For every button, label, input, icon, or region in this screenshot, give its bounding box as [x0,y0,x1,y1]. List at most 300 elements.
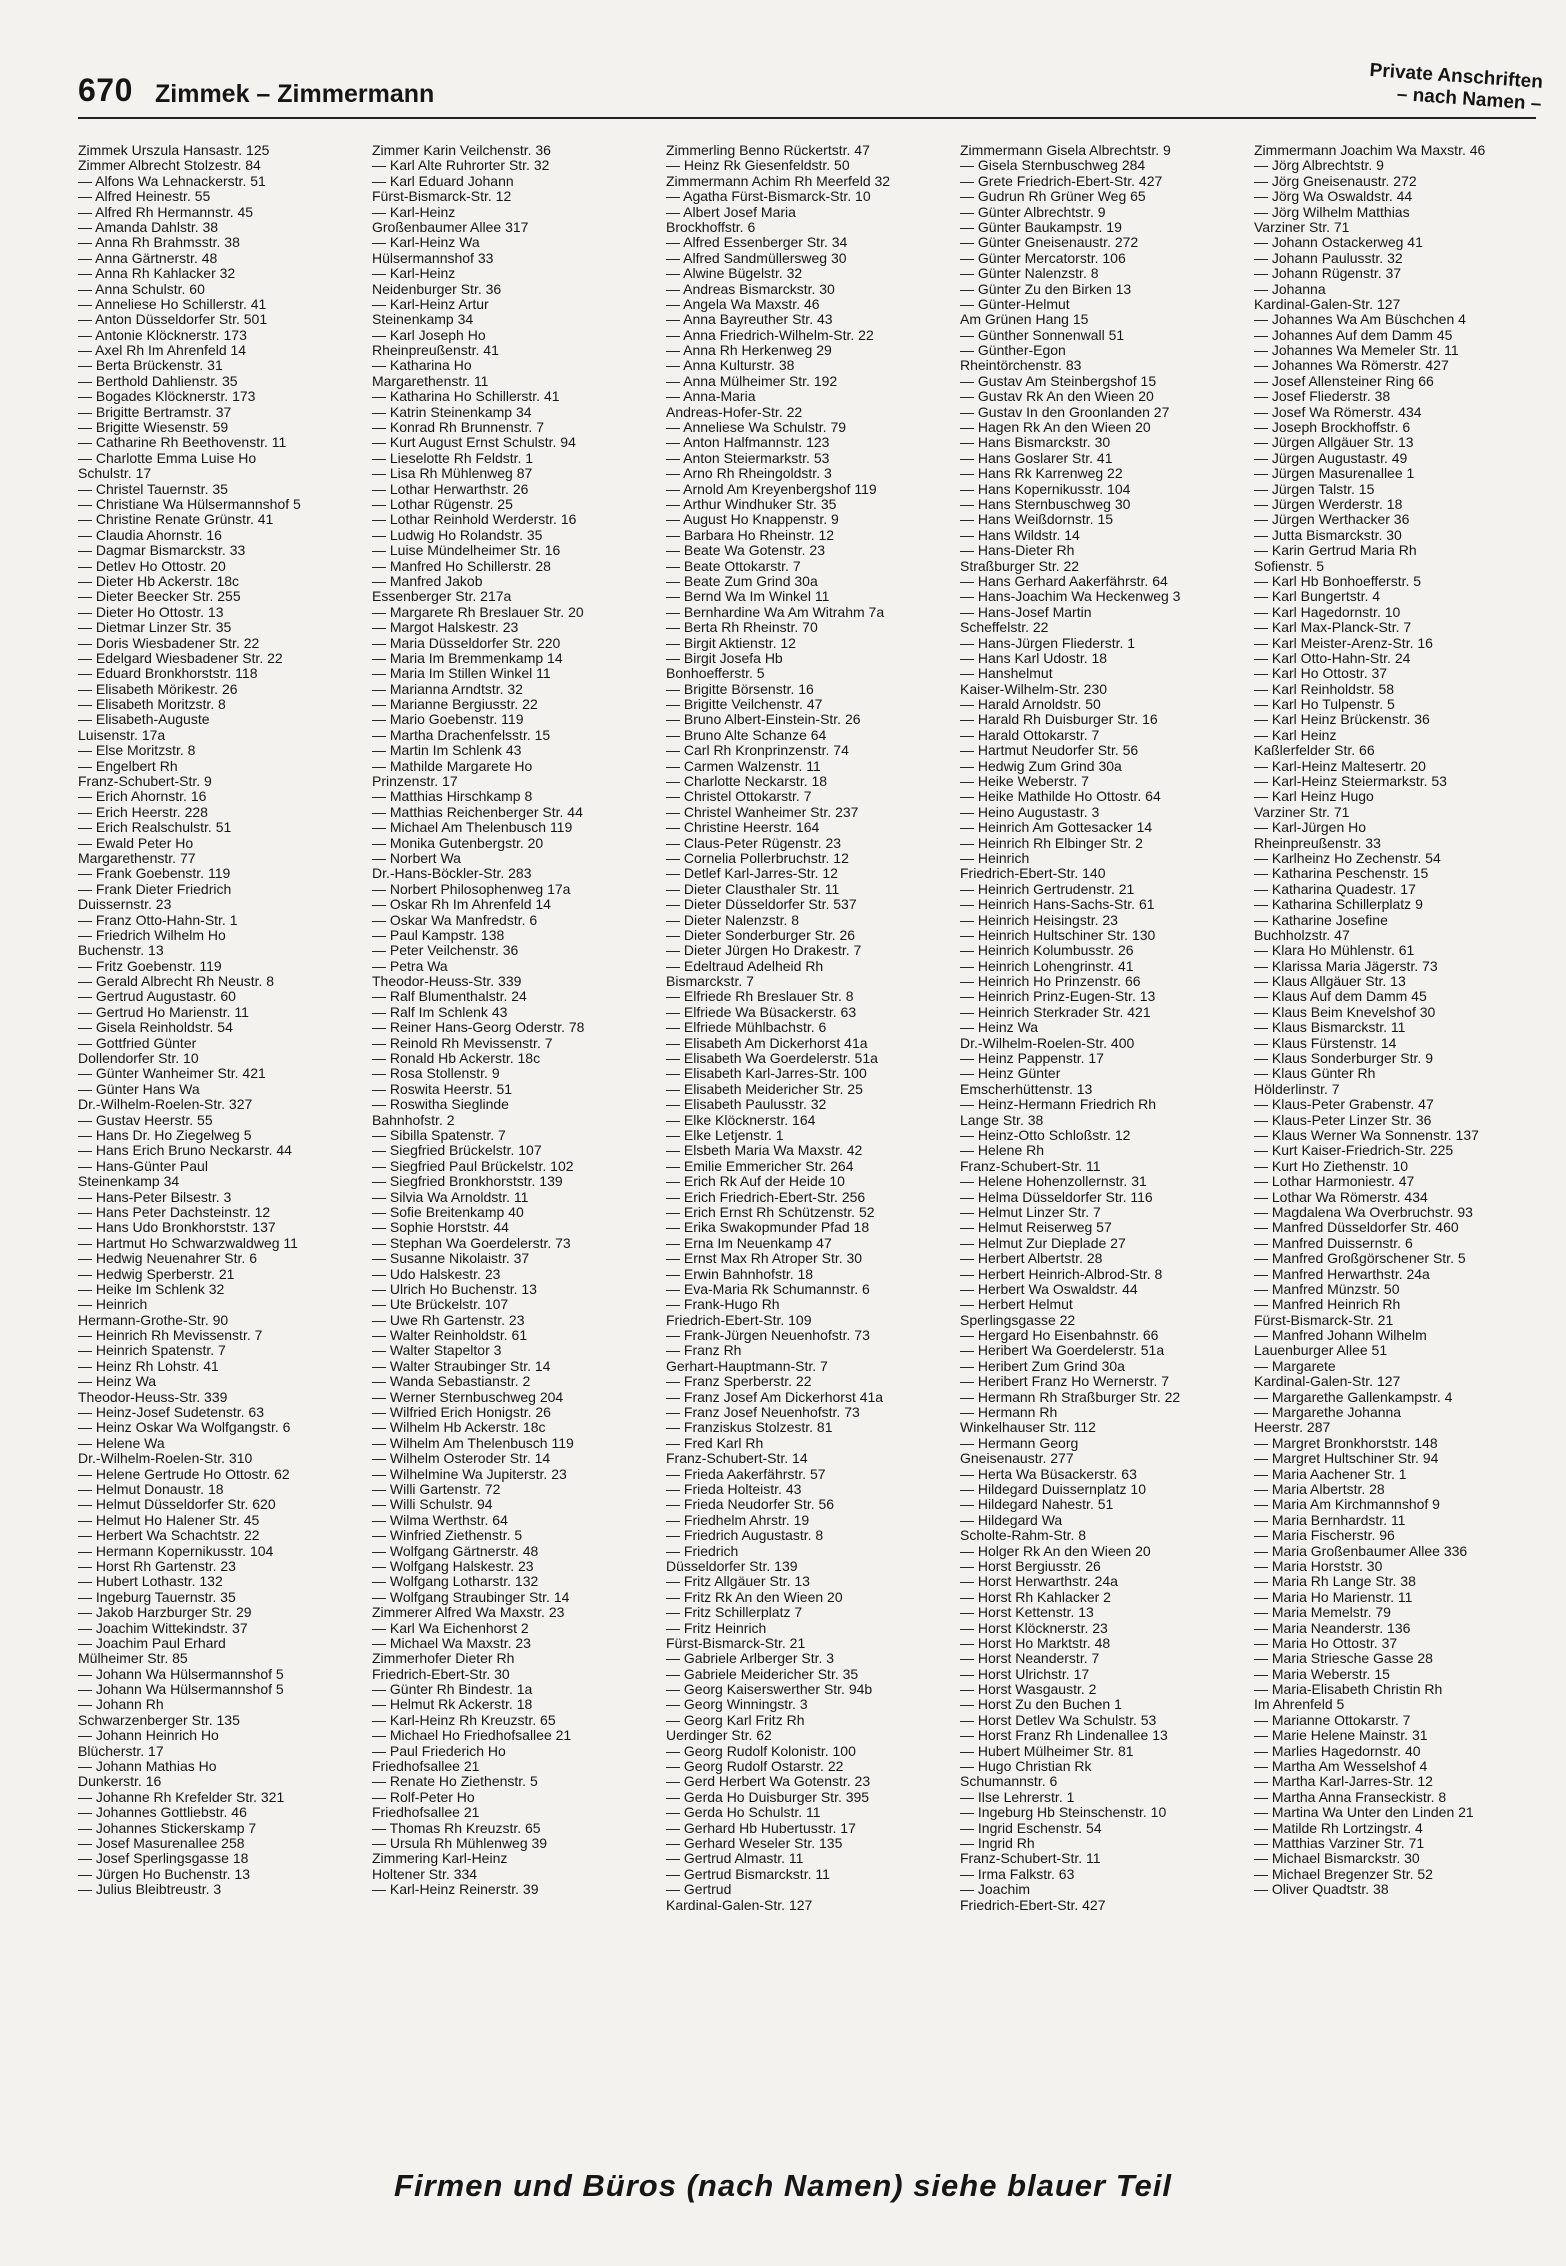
directory-entry: — Irma Falkstr. 63 [960,1865,1075,1882]
directory-entry: — Dieter Nalenzstr. 8 [666,911,800,928]
directory-entry: — Elsbeth Maria Wa Maxstr. 42 [666,1142,863,1159]
directory-entry: — Gudrun Rh Grüner Weg 65 [960,188,1146,205]
directory-entry: — Frieda Neudorfer Str. 56 [666,1496,835,1513]
directory-entry: — Gerhard Hb Hubertusstr. 17 [666,1819,856,1836]
directory-entry: — Bernd Wa Im Winkel 11 [666,588,830,605]
directory-entry: — Gustav Am Steinbergshof 15 [960,372,1157,389]
directory-entry: — Charlotte Neckarstr. 18 [666,773,828,790]
directory-entry: — Klaus-Peter Grabenstr. 47 [1254,1096,1434,1113]
directory-entry: — Frank-Jürgen Neuenhofstr. 73 [666,1327,870,1344]
directory-entry: — Lisa Rh Mühlenweg 87 [372,465,533,482]
directory-entry: — Heinz Wa [960,1019,1039,1036]
directory-entry: — Horst Franz Rh Lindenallee 13 [960,1727,1168,1744]
directory-entry: — Mathilde Margarete Ho [372,757,533,774]
directory-entry: — Johann Ostackerweg 41 [1254,234,1423,251]
directory-entry: — Maria Aachener Str. 1 [1254,1465,1407,1482]
directory-entry: — Heinrich Lohengrinstr. 41 [960,957,1134,974]
directory-entry: — Erich Friedrich-Ebert-Str. 256 [666,1188,866,1205]
directory-entry: — Herbert Helmut [960,1296,1073,1313]
directory-entry: Dollendorfer Str. 10 [78,1050,199,1067]
directory-entry: — Kurt August Ernst Schulstr. 94 [372,434,576,451]
directory-entry: — Margret Hultschiner Str. 94 [1254,1450,1439,1467]
directory-entry: — Wolfgang Gärtnerstr. 48 [372,1542,539,1559]
directory-entry: — Helmut Rk Ackerstr. 18 [372,1696,533,1713]
directory-entry: — Winfried Ziethenstr. 5 [372,1527,523,1544]
directory-entry: — Helma Düsseldorfer Str. 116 [960,1188,1153,1205]
directory-entry: — Maria Im Stillen Winkel 11 [372,665,551,682]
directory-entry: — Klaus Günter Rh [1254,1065,1376,1082]
directory-entry: — Karl Heinz [1254,726,1337,743]
directory-entry: Schulstr. 17 [78,465,152,482]
directory-columns [78,143,1548,2141]
directory-entry: Winkelhauser Str. 112 [960,1419,1096,1436]
directory-entry: — Heike Im Schlenk 32 [78,1280,225,1297]
directory-entry: — Franz Josef Neuenhofstr. 73 [666,1404,860,1421]
directory-entry: — Jörg Wilhelm Matthias [1254,203,1410,220]
directory-entry: — Manfred Herwarthstr. 24a [1254,1265,1430,1282]
directory-entry: — Lieselotte Rh Feldstr. 1 [372,449,534,466]
directory-entry: — Heinrich Rh Mevissenstr. 7 [78,1327,263,1344]
directory-entry: Düsseldorfer Str. 139 [666,1557,798,1574]
directory-entry: — Christiane Wa Hülsermannshof 5 [78,495,301,512]
directory-entry: — Edelgard Wiesbadener Str. 22 [78,649,283,666]
directory-entry: — Karl-Heinz Wa [372,234,480,251]
directory-entry: Andreas-Hofer-Str. 22 [666,403,803,420]
directory-entry: — Herbert Heinrich-Albrod-Str. 8 [960,1265,1163,1282]
directory-entry: Großenbaumer Allee 317 [372,218,529,235]
directory-entry: — Anna Friedrich-Wilhelm-Str. 22 [666,326,874,343]
directory-entry: — Horst Rh Kahlacker 2 [960,1588,1111,1605]
directory-entry: — Gustav In den Groonlanden 27 [960,403,1170,420]
directory-entry: — Emilie Emmericher Str. 264 [666,1157,854,1174]
directory-entry: — Elfriede Mühlbachstr. 6 [666,1019,827,1036]
directory-entry: Zimmermann Joachim Wa Maxstr. 46 [1254,143,1486,158]
directory-entry: — Manfred Heinrich Rh [1254,1296,1401,1313]
directory-entry: — Jürgen Talstr. 15 [1254,480,1375,497]
directory-entry: — Michael Ho Friedhofsallee 21 [372,1727,572,1744]
directory-entry: Dr.-Wilhelm-Roelen-Str. 310 [78,1450,253,1467]
directory-entry: — Manfred Düsseldorfer Str. 460 [1254,1219,1459,1236]
directory-entry: Fürst-Bismarck-Str. 12 [372,188,512,205]
directory-entry: — Günter Rh Bindestr. 1a [372,1681,533,1698]
directory-entry: Margarethenstr. 11 [372,372,489,389]
directory-entry: — Ingrid Rh [960,1834,1035,1851]
directory-entry: — Rosa Stollenstr. 9 [372,1065,500,1082]
directory-entry: — Gerd Herbert Wa Gotenstr. 23 [666,1773,871,1790]
directory-entry: — Erich Ahornstr. 16 [78,788,207,805]
directory-entry: — Michael Wa Maxstr. 23 [372,1634,531,1651]
directory-entry: — Elisabeth Moritzstr. 8 [78,696,226,713]
directory-entry: — Hans-Josef Martin [960,603,1092,620]
directory-entry: — Axel Rh Im Ahrenfeld 14 [78,342,247,359]
directory-entry: — Maria-Elisabeth Christin Rh [1254,1681,1443,1698]
directory-entry: — Karl-Heinz Artur [372,295,489,312]
directory-entry: — Herta Wa Büsackerstr. 63 [960,1465,1137,1482]
directory-entry: — Horst Kettenstr. 13 [960,1604,1094,1621]
directory-entry: — Michael Am Thelenbusch 119 [372,819,573,836]
directory-entry: — Gerald Albrecht Rh Neustr. 8 [78,973,275,990]
directory-entry: — Margret Bronkhorststr. 148 [1254,1434,1438,1451]
directory-entry: — Johannes Wa Am Büschchen 4 [1254,311,1466,328]
directory-entry: — Herbert Wa Oswaldstr. 44 [960,1280,1138,1297]
directory-entry: Zimmerer Alfred Wa Maxstr. 23 [372,1604,565,1621]
directory-entry: — Maria Striesche Gasse 28 [1254,1650,1433,1667]
directory-entry: Theodor-Heuss-Str. 339 [78,1388,228,1405]
directory-entry: — Katrin Steinenkamp 34 [372,403,532,420]
directory-entry: Varziner Str. 71 [1254,218,1350,235]
directory-entry: — Maria Rh Lange Str. 38 [1254,1573,1416,1590]
directory-entry: — Fritz Allgäuer Str. 13 [666,1573,810,1590]
directory-entry: Sofienstr. 5 [1254,557,1325,574]
directory-entry: — Martha Am Wesselshof 4 [1254,1758,1428,1775]
directory-column-3 [666,143,960,2141]
directory-entry: — Margarete Rh Breslauer Str. 20 [372,603,584,620]
directory-entry: — Alfons Wa Lehnackerstr. 51 [78,172,266,189]
directory-entry: — Karl-Heinz [372,203,456,220]
directory-entry: — Gabriele Meidericher Str. 35 [666,1665,859,1682]
directory-entry: — Gerhard Weseler Str. 135 [666,1834,843,1851]
directory-entry: — Erich Realschulstr. 51 [78,819,232,836]
directory-entry: — Frieda Aakerfährstr. 57 [666,1465,826,1482]
directory-entry: — Gustav Heerstr. 55 [78,1111,213,1128]
directory-entry: — Hans Kopernikusstr. 104 [960,480,1131,497]
directory-entry: — Manfred Münzstr. 50 [1254,1280,1400,1297]
directory-entry: — Erwin Bahnhofstr. 18 [666,1265,814,1282]
directory-entry: — Josef Allensteiner Ring 66 [1254,372,1434,389]
directory-entry: Gneisenaustr. 277 [960,1450,1074,1467]
directory-entry: Bahnhofstr. 2 [372,1111,455,1128]
directory-entry: — Alfred Rh Hermannstr. 45 [78,203,254,220]
directory-entry: — Erich Heerstr. 228 [78,803,208,820]
directory-entry: — Ilse Lehrerstr. 1 [960,1788,1075,1805]
directory-entry: — Magdalena Wa Overbruchstr. 93 [1254,1203,1473,1220]
directory-entry: — Arnold Am Kreyenbergshof 119 [666,480,877,497]
directory-entry: — Birgit Aktienstr. 12 [666,634,796,651]
directory-entry: — Alwine Bügelstr. 32 [666,265,803,282]
directory-entry: — Marianne Bergiusstr. 22 [372,696,538,713]
directory-entry: — Uwe Rh Gartenstr. 23 [372,1311,525,1328]
directory-entry: — Karl Alte Ruhrorter Str. 32 [372,157,550,174]
directory-entry: — Klaus Fürstenstr. 14 [1254,1034,1397,1051]
directory-entry: — Hans-Joachim Wa Heckenweg 3 [960,588,1181,605]
directory-entry: — Konrad Rh Brunnenstr. 7 [372,419,544,436]
directory-entry: — Elke Letjenstr. 1 [666,1127,784,1143]
directory-entry: Blücherstr. 17 [78,1742,164,1759]
directory-entry: — Jürgen Ho Buchenstr. 13 [78,1865,250,1882]
directory-entry: — Kurt Ho Ziethenstr. 10 [1254,1157,1409,1174]
directory-entry: — Maria Memelstr. 79 [1254,1604,1391,1621]
directory-entry: — Heribert Zum Grind 30a [960,1357,1125,1374]
directory-entry: — Karl Wa Eichenhorst 2 [372,1619,529,1636]
directory-entry: — Hildegard Nahestr. 51 [960,1496,1114,1513]
directory-entry: Dr.-Wilhelm-Roelen-Str. 400 [960,1034,1135,1051]
directory-entry: — Matthias Hirschkamp 8 [372,788,533,805]
directory-entry: — Manfred Großgörschener Str. 5 [1254,1250,1466,1267]
directory-entry: — Helene Hohenzollernstr. 31 [960,1173,1147,1190]
directory-entry: — Helmut Zur Dieplade 27 [960,1234,1126,1251]
directory-entry: — Karlheinz Ho Zechenstr. 54 [1254,849,1441,866]
directory-entry: — Karl Hb Bonhoefferstr. 5 [1254,572,1422,589]
directory-entry: — Matilde Rh Lortzingstr. 4 [1254,1819,1423,1836]
directory-entry: Brockhoffstr. 6 [666,218,756,235]
directory-entry: — Albert Josef Maria [666,203,796,220]
directory-entry: — Günter Baukampstr. 19 [960,218,1122,235]
directory-entry: — Hildegard Wa [960,1511,1063,1528]
directory-entry: — Frank-Hugo Rh [666,1296,780,1313]
directory-entry: — Walter Reinholdstr. 61 [372,1327,528,1344]
directory-entry: — Heinrich Prinz-Eugen-Str. 13 [960,988,1156,1005]
directory-entry: — Anna Mülheimer Str. 192 [666,372,838,389]
directory-entry: — Hans Udo Bronkhorststr. 137 [78,1219,276,1236]
directory-entry: Sperlingsgasse 22 [960,1311,1076,1328]
directory-entry: — Hermann Kopernikusstr. 104 [78,1542,274,1559]
directory-entry: Mülheimer Str. 85 [78,1650,188,1667]
directory-entry: — Hans Goslarer Str. 41 [960,449,1113,466]
directory-entry: — Horst Herwarthstr. 24a [960,1573,1118,1590]
section-label-line1: Private Anschriften [1369,59,1544,93]
directory-entry: — Gisela Reinholdstr. 54 [78,1019,233,1036]
directory-entry: — Helmut Düsseldorfer Str. 620 [78,1496,276,1513]
directory-entry: Hülsermannshof 33 [372,249,494,266]
directory-entry: — Maria Fischerstr. 96 [1254,1527,1395,1544]
directory-entry: — Johannes Stickerskamp 7 [78,1819,257,1836]
directory-entry: — Hans Sternbuschweg 30 [960,495,1131,512]
directory-entry: — Günther-Egon [960,342,1066,359]
directory-entry: — Christine Heerstr. 164 [666,819,820,836]
directory-entry: — Heinz Wa [78,1373,157,1390]
directory-entry: — Christel Wanheimer Str. 237 [666,803,859,820]
directory-entry: — Bruno Alte Schanze 64 [666,726,827,743]
directory-entry: — Hubert Mülheimer Str. 81 [960,1742,1134,1759]
directory-entry: — Lothar Wa Römerstr. 434 [1254,1188,1428,1205]
directory-entry: — Elisabeth-Auguste [78,711,210,728]
directory-entry: Zimmek Urszula Hansastr. 125 [78,143,270,158]
directory-entry: — Anna Bayreuther Str. 43 [666,311,833,328]
directory-entry: — Wilhelm Am Thelenbusch 119 [372,1434,574,1451]
directory-entry: — Harald Ottokarstr. 7 [960,726,1100,743]
directory-entry: Dr.-Wilhelm-Roelen-Str. 327 [78,1096,253,1113]
directory-entry: — Heinrich Ho Prinzenstr. 66 [960,973,1141,990]
directory-entry: — Maria Neanderstr. 136 [1254,1619,1411,1636]
directory-entry: — Maria Ho Marienstr. 11 [1254,1588,1413,1605]
directory-entry: — Heinrich Sterkrader Str. 421 [960,1003,1151,1020]
directory-entry: — Karl-Heinz Maltesertr. 20 [1254,757,1426,774]
directory-entry: — Catharine Rh Beethovenstr. 11 [78,434,287,451]
directory-entry: — Hans Wildstr. 14 [960,526,1080,543]
directory-entry: — Hermann Rh [960,1404,1058,1421]
directory-entry: — Franz Rh [666,1342,742,1359]
directory-entry: — Horst Rh Gartenstr. 23 [78,1557,236,1574]
directory-entry: — Hans-Peter Bilsestr. 3 [78,1188,232,1205]
directory-entry: — Detlev Ho Ottostr. 20 [78,557,226,574]
directory-entry: Rheintörchenstr. 83 [960,357,1082,374]
directory-entry: — Horst Wasgaustr. 2 [960,1681,1097,1698]
directory-entry: — Wilfried Erich Honigstr. 26 [372,1404,551,1421]
header-rule [78,117,1536,119]
directory-entry: Franz-Schubert-Str. 11 [960,1850,1101,1867]
directory-entry: Buchholzstr. 47 [1254,926,1350,943]
directory-entry: — Sibilla Spatenstr. 7 [372,1127,506,1143]
directory-entry: — Wilhelm Hb Ackerstr. 18c [372,1419,546,1436]
directory-entry: — Oskar Rh Im Ahrenfeld 14 [372,896,551,913]
directory-entry: — Günter Zu den Birken 13 [960,280,1132,297]
directory-entry: — Horst Klöcknerstr. 23 [960,1619,1108,1636]
directory-entry: — Jürgen Augustastr. 49 [1254,449,1408,466]
directory-entry: — Hans Peter Dachsteinstr. 12 [78,1203,271,1220]
directory-entry: Steinenkamp 34 [372,311,474,328]
footer-note: Firmen und Büros (nach Namen) siehe blauer Teil [394,2168,1172,2203]
directory-entry: — Friedrich Wilhelm Ho [78,926,226,943]
directory-entry: — Gertrud Augustastr. 60 [78,988,236,1005]
directory-entry: — Maria Bernhardstr. 11 [1254,1511,1406,1528]
directory-entry: — Bogades Klöcknerstr. 173 [78,388,256,405]
directory-entry: — Johannes Gottliebstr. 46 [78,1804,247,1821]
directory-entry: — Karl Joseph Ho [372,326,486,343]
directory-entry: Uerdinger Str. 62 [666,1727,772,1744]
directory-entry: — Alfred Heinestr. 55 [78,188,211,205]
directory-entry: — Klaus Allgäuer Str. 13 [1254,973,1406,990]
directory-entry: — Heinz Rk Giesenfeldstr. 50 [666,157,850,174]
directory-entry: Zimmer Karin Veilchenstr. 36 [372,143,551,158]
directory-entry: — Fritz Rk An den Wieen 20 [666,1588,843,1605]
directory-entry: — Horst Bergiusstr. 26 [960,1557,1101,1574]
directory-entry: — Reinold Rh Mevissenstr. 7 [372,1034,553,1051]
directory-entry: — Heinz-Otto Schloßstr. 12 [960,1127,1131,1143]
directory-entry: — Wilhelm Osteroder Str. 14 [372,1450,551,1467]
directory-entry: — Dieter Sonderburger Str. 26 [666,926,856,943]
directory-entry: — Mario Goebenstr. 119 [372,711,524,728]
directory-entry: — Arno Rh Rheingoldstr. 3 [666,465,832,482]
directory-entry: — Klaus Beim Knevelshof 30 [1254,1003,1436,1020]
directory-entry: — Harald Arnoldstr. 50 [960,696,1101,713]
directory-entry: Im Ahrenfeld 5 [1254,1696,1345,1713]
directory-entry: — Günter Wanheimer Str. 421 [78,1065,266,1082]
directory-entry: — Karl Max-Planck-Str. 7 [1254,619,1412,636]
directory-entry: — Johann Rügenstr. 37 [1254,265,1402,282]
directory-entry: — Wolfgang Straubinger Str. 14 [372,1588,570,1605]
directory-entry: — Gisela Sternbuschweg 284 [960,157,1146,174]
directory-entry: — Andreas Bismarckstr. 30 [666,280,835,297]
directory-entry: — Lothar Rügenstr. 25 [372,495,513,512]
directory-entry: — Renate Ho Ziethenstr. 5 [372,1773,538,1790]
directory-entry: — Johann Wa Hülsermannshof 5 [78,1681,284,1698]
directory-entry: — Jürgen Allgäuer Str. 13 [1254,434,1414,451]
directory-entry: — Willi Gartenstr. 72 [372,1480,501,1497]
directory-entry: — Hermann Rh Straßburger Str. 22 [960,1388,1181,1405]
directory-entry: — Horst Neanderstr. 7 [960,1650,1100,1667]
directory-entry: Am Grünen Hang 15 [960,311,1089,328]
directory-entry: — Katharina Quadestr. 17 [1254,880,1416,897]
directory-entry: — Eduard Bronkhorststr. 118 [78,665,258,682]
directory-entry: — Heinrich Spatenstr. 7 [78,1342,226,1359]
directory-entry: — Johanna [1254,280,1326,297]
directory-entry: — Charlotte Emma Luise Ho [78,449,257,466]
directory-column-2 [372,143,666,2141]
directory-entry: — Heinrich Rh Elbinger Str. 2 [960,834,1143,851]
directory-entry: — Petra Wa [372,957,448,974]
directory-entry: — Helmut Linzer Str. 7 [960,1203,1101,1220]
directory-entry: — Hedwig Sperberstr. 21 [78,1265,235,1282]
directory-entry: — Manfred Duissernstr. 6 [1254,1234,1413,1251]
directory-entry: — Dieter Beecker Str. 255 [78,588,241,605]
directory-entry: — Josef Wa Römerstr. 434 [1254,403,1422,420]
directory-entry: — Friedhelm Ahrstr. 19 [666,1511,810,1528]
directory-entry: — Johanne Rh Krefelder Str. 321 [78,1788,285,1805]
directory-entry: — Dieter Clausthaler Str. 11 [666,880,840,897]
directory-entry: — Wilma Werthstr. 64 [372,1511,508,1528]
directory-entry: — Günther Sonnenwall 51 [960,326,1125,343]
directory-entry: — Hubert Lothastr. 132 [78,1573,223,1590]
directory-entry: — Erna Im Neuenkamp 47 [666,1234,832,1251]
directory-entry: — Karl Ho Ottostr. 37 [1254,665,1388,682]
directory-entry: — Hildegard Duissernplatz 10 [960,1480,1146,1497]
directory-entry: Kardinal-Galen-Str. 127 [666,1896,813,1913]
directory-entry: — Heinrich Kolumbusstr. 26 [960,942,1134,959]
directory-entry: — Karl-Heinz Reinerstr. 39 [372,1881,539,1898]
directory-entry: — Siegfried Bronkhorststr. 139 [372,1173,563,1190]
directory-entry: — Joachim Paul Erhard [78,1634,226,1651]
directory-entry: — Carmen Walzenstr. 11 [666,757,821,774]
directory-entry: Bonhoefferstr. 5 [666,665,765,682]
directory-entry: — Heinz Günter [960,1065,1061,1082]
directory-entry: — Friedrich [666,1542,739,1559]
directory-entry: Luisenstr. 17a [78,726,166,743]
directory-entry: — Maria Am Kirchmannshof 9 [1254,1496,1440,1513]
directory-entry: — Margarethe Gallenkampstr. 4 [1254,1388,1453,1405]
directory-entry: Schwarzenberger Str. 135 [78,1711,240,1728]
directory-entry: — Jörg Gneisenaustr. 272 [1254,172,1417,189]
directory-entry: — Marlies Hagedornstr. 40 [1254,1742,1421,1759]
directory-entry: — Berthold Dahlienstr. 35 [78,372,238,389]
directory-entry: — Gertrud [666,1881,732,1898]
directory-entry: — Dieter Hb Ackerstr. 18c [78,572,240,589]
directory-entry: — Helene Gertrude Ho Ottostr. 62 [78,1465,290,1482]
directory-entry: Zimmering Karl-Heinz [372,1850,508,1867]
directory-entry: Essenberger Str. 217a [372,588,512,605]
directory-entry: — Marianne Ottokarstr. 7 [1254,1711,1411,1728]
directory-entry: — Silvia Wa Arnoldstr. 11 [372,1188,529,1205]
directory-entry: — Elisabeth Am Dickerhorst 41a [666,1034,868,1051]
directory-entry: — Karl-Heinz Rh Kreuzstr. 65 [372,1711,556,1728]
directory-entry: — Gerda Ho Schulstr. 11 [666,1804,821,1821]
directory-entry: — Siegfried Paul Brückelstr. 102 [372,1157,574,1174]
directory-entry: — Karl Meister-Arenz-Str. 16 [1254,634,1433,651]
directory-entry: — Georg Rudolf Kolonistr. 100 [666,1742,856,1759]
directory-entry: — Helmut Reiserweg 57 [960,1219,1112,1236]
directory-entry: — Brigitte Veilchenstr. 47 [666,696,823,713]
directory-entry: — Hanshelmut [960,665,1053,682]
directory-entry: — Jürgen Werthacker 36 [1254,511,1410,528]
directory-entry: — Birgit Josefa Hb [666,649,783,666]
directory-entry: — Wilhelmine Wa Jupiterstr. 23 [372,1465,567,1482]
directory-entry: Zimmerling Benno Rückertstr. 47 [666,143,870,158]
directory-entry: Friedhofsallee 21 [372,1758,480,1775]
directory-entry: — Ute Brückelstr. 107 [372,1296,509,1313]
directory-entry: Franz-Schubert-Str. 9 [78,773,212,790]
directory-entry: — Cornelia Pollerbruchstr. 12 [666,849,849,866]
directory-entry: Buchenstr. 13 [78,942,164,959]
directory-entry: Emscherhüttenstr. 13 [960,1080,1093,1097]
directory-entry: — Anneliese Ho Schillerstr. 41 [78,295,267,312]
directory-entry: — Helene Wa [78,1434,165,1451]
directory-entry: — Johann Mathias Ho [78,1758,217,1775]
directory-entry: — Joseph Brockhoffstr. 6 [1254,419,1411,436]
directory-entry: — Luise Mündelheimer Str. 16 [372,542,561,559]
directory-entry: — Frank Goebenstr. 119 [78,865,231,882]
directory-entry: — Elke Klöcknerstr. 164 [666,1111,816,1128]
directory-entry: — Herbert Wa Schachtstr. 22 [78,1527,260,1544]
directory-entry: — Katharina Peschenstr. 15 [1254,865,1429,882]
